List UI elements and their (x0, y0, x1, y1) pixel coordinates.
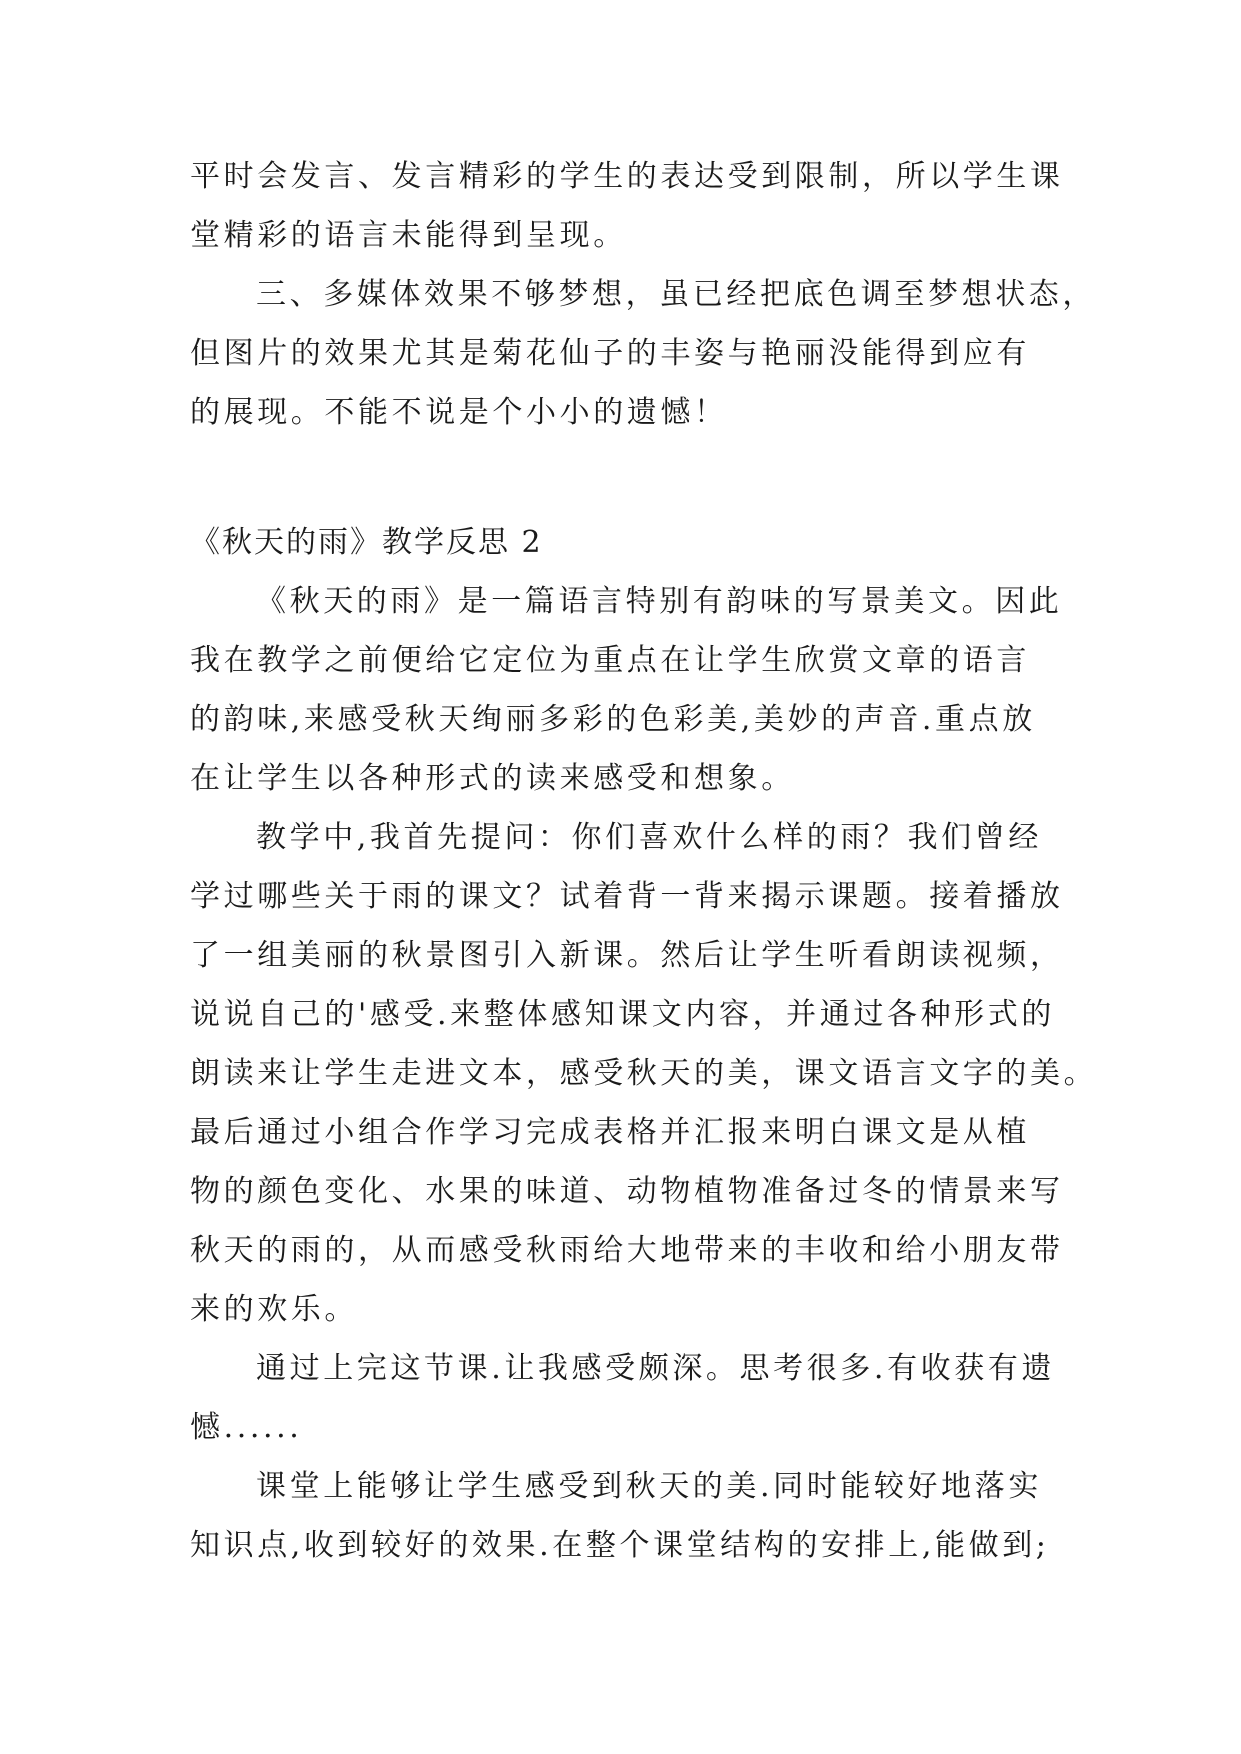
text-line: 在让学生以各种形式的读来感受和想象。 (190, 761, 795, 796)
paragraph-continued (190, 147, 1064, 265)
text-line: 知识点,收到较好的效果.在整个课堂结构的安排上,能做到; (190, 1528, 1050, 1563)
text-line: 堂精彩的语言未能得到呈现。 (190, 218, 627, 253)
paragraph-intro (190, 572, 1063, 808)
text-line: 平时会发言、发言精彩的学生的表达受到限制，所以学生课 (190, 159, 1064, 194)
paragraph-teaching (190, 808, 1098, 1339)
text-line: 但图片的效果尤其是菊花仙子的丰姿与艳丽没能得到应有 (190, 336, 1030, 371)
text-line: 教学中,我首先提问：你们喜欢什么样的雨？我们曾经 (256, 820, 1042, 855)
paragraph-multimedia (190, 265, 1096, 442)
text-line: 的韵味,来感受秋天绚丽多彩的色彩美,美妙的声音.重点放 (190, 702, 1036, 737)
text-line: 的展现。不能不说是个小小的遗憾！ (190, 395, 728, 430)
text-line: 三、多媒体效果不够梦想，虽已经把底色调至梦想状态， (256, 277, 1096, 312)
text-line: 通过上完这节课.让我感受颇深。思考很多.有收获有遗 (256, 1351, 1056, 1386)
text-line: 学过哪些关于雨的课文？试着背一背来揭示课题。接着播放 (190, 879, 1064, 914)
text-line: 说说自己的'感受.来整体感知课文内容，并通过各种形式的 (190, 997, 1055, 1032)
paragraph-classroom (190, 1457, 1050, 1575)
section-title: 《秋天的雨》教学反思 2 (190, 525, 543, 560)
text-line: 秋天的雨的，从而感受秋雨给大地带来的丰收和给小朋友带 (190, 1233, 1064, 1268)
text-line: 来的欢乐。 (190, 1292, 358, 1327)
text-line: 我在教学之前便给它定位为重点在让学生欣赏文章的语言 (190, 643, 1030, 678)
text-line: 朗读来让学生走进文本，感受秋天的美，课文语言文字的美。 (190, 1056, 1098, 1091)
text-line: 课堂上能够让学生感受到秋天的美.同时能较好地落实 (256, 1469, 1042, 1504)
text-line: 憾...... (190, 1410, 303, 1445)
text-line: 物的颜色变化、水果的味道、动物植物准备过冬的情景来写 (190, 1174, 1064, 1209)
text-line: 了一组美丽的秋景图引入新课。然后让学生听看朗读视频， (190, 938, 1064, 973)
paragraph-reflection (190, 1339, 1056, 1457)
text-line: 最后通过小组合作学习完成表格并汇报来明白课文是从植 (190, 1115, 1030, 1150)
text-line: 《秋天的雨》是一篇语言特别有韵味的写景美文。因此 (256, 584, 1063, 619)
